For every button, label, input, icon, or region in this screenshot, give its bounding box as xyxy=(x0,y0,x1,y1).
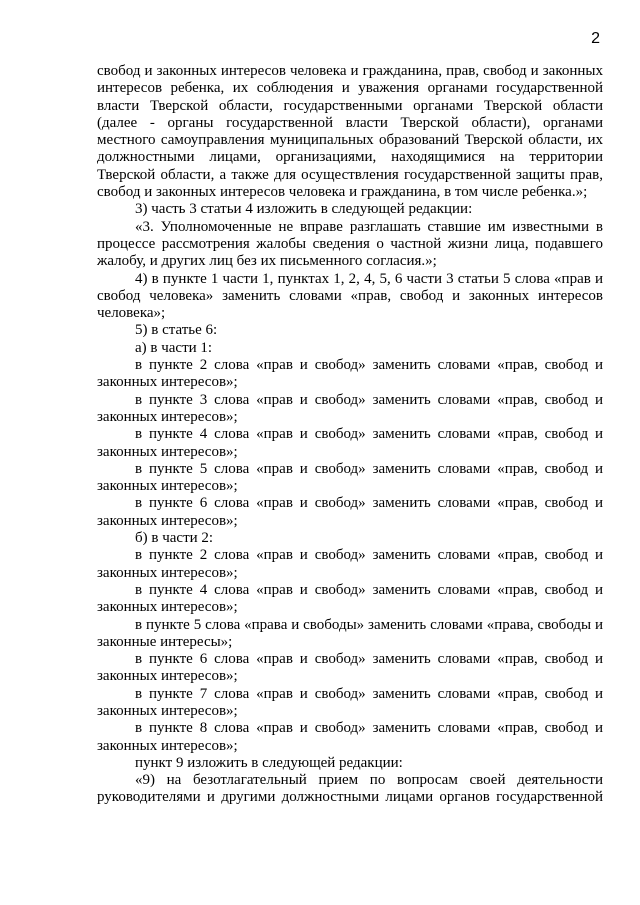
paragraph: в пункте 6 слова «прав и свобод» заменить словами «прав, свобод и законных интересов»; xyxy=(97,495,603,529)
paragraph: б) в части 2: xyxy=(135,530,214,547)
page-number: 2 xyxy=(591,30,600,47)
paragraph: пункт 9 изложить в следующей редакции: xyxy=(135,754,403,771)
paragraph: в пункте 4 слова «прав и свобод» заменить словами «прав, свобод и законных интересов»; xyxy=(97,426,603,460)
paragraph: 3) часть 3 статьи 4 изложить в следующей редакции: xyxy=(135,201,473,218)
paragraph: в пункте 2 слова «прав и свобод» заменить словами «прав, свобод и законных интересов»; xyxy=(97,357,603,391)
paragraph: в пункте 6 слова «прав и свобод» заменить словами «прав, свобод и законных интересов»; xyxy=(97,651,603,685)
paragraph: «9) на безотлагательный прием по вопросам своей деятельности руководителями и другими должностными лицами органов государственной xyxy=(97,772,603,806)
paragraph: в пункте 5 слова «права и свободы» заменить словами «права, свободы и законные интересы»; xyxy=(97,616,603,650)
paragraph: в пункте 8 слова «прав и свобод» заменить словами «прав, свобод и законных интересов»; xyxy=(97,720,603,754)
paragraph: а) в части 1: xyxy=(135,339,213,356)
paragraph: в пункте 4 слова «прав и свобод» заменить словами «прав, свобод и законных интересов»; xyxy=(97,581,603,616)
paragraph: «3. Уполномоченные не вправе разглашать ставшие им известными в процессе рассмотрения жалобы сведения о частной жизни лица, подавшего жалобу, и других лиц без их письменного согласия.»; xyxy=(97,218,603,270)
paragraph: в пункте 3 слова «прав и свобод» заменить словами «прав, свобод и законных интересов»; xyxy=(97,391,603,425)
paragraph: 5) в статье 6: xyxy=(135,322,218,339)
document-body xyxy=(97,63,603,807)
paragraph: 4) в пункте 1 части 1, пунктах 1, 2, 4, 5, 6 части 3 статьи 5 слова «прав и свобод человека» заменить словами «прав, свобод и законных интересов человека»; xyxy=(97,270,603,322)
paragraph: в пункте 7 слова «прав и свобод» заменить словами «прав, свобод и законных интересов»; xyxy=(97,685,603,719)
paragraph: свобод и законных интересов человека и гражданина, прав, свобод и законных интересов ребенка, их соблюдения и уважения органами государственной власти Тверской области, государственными органами Тверской области (далее - органы государственной власти Тверской области), органами местного самоуправления муниципальных образований Тверской области, их должностными лицами, организациями, находящимися на территории Тверской области, а также для осуществления государственной защиты прав, свобод и законных интересов человека и гражданина, в том числе ребенка.»; xyxy=(97,63,603,201)
paragraph: в пункте 5 слова «прав и свобод» заменить словами «прав, свобод и законных интересов»; xyxy=(97,460,603,495)
paragraph: в пункте 2 слова «прав и свобод» заменить словами «прав, свобод и законных интересов»; xyxy=(97,547,603,581)
